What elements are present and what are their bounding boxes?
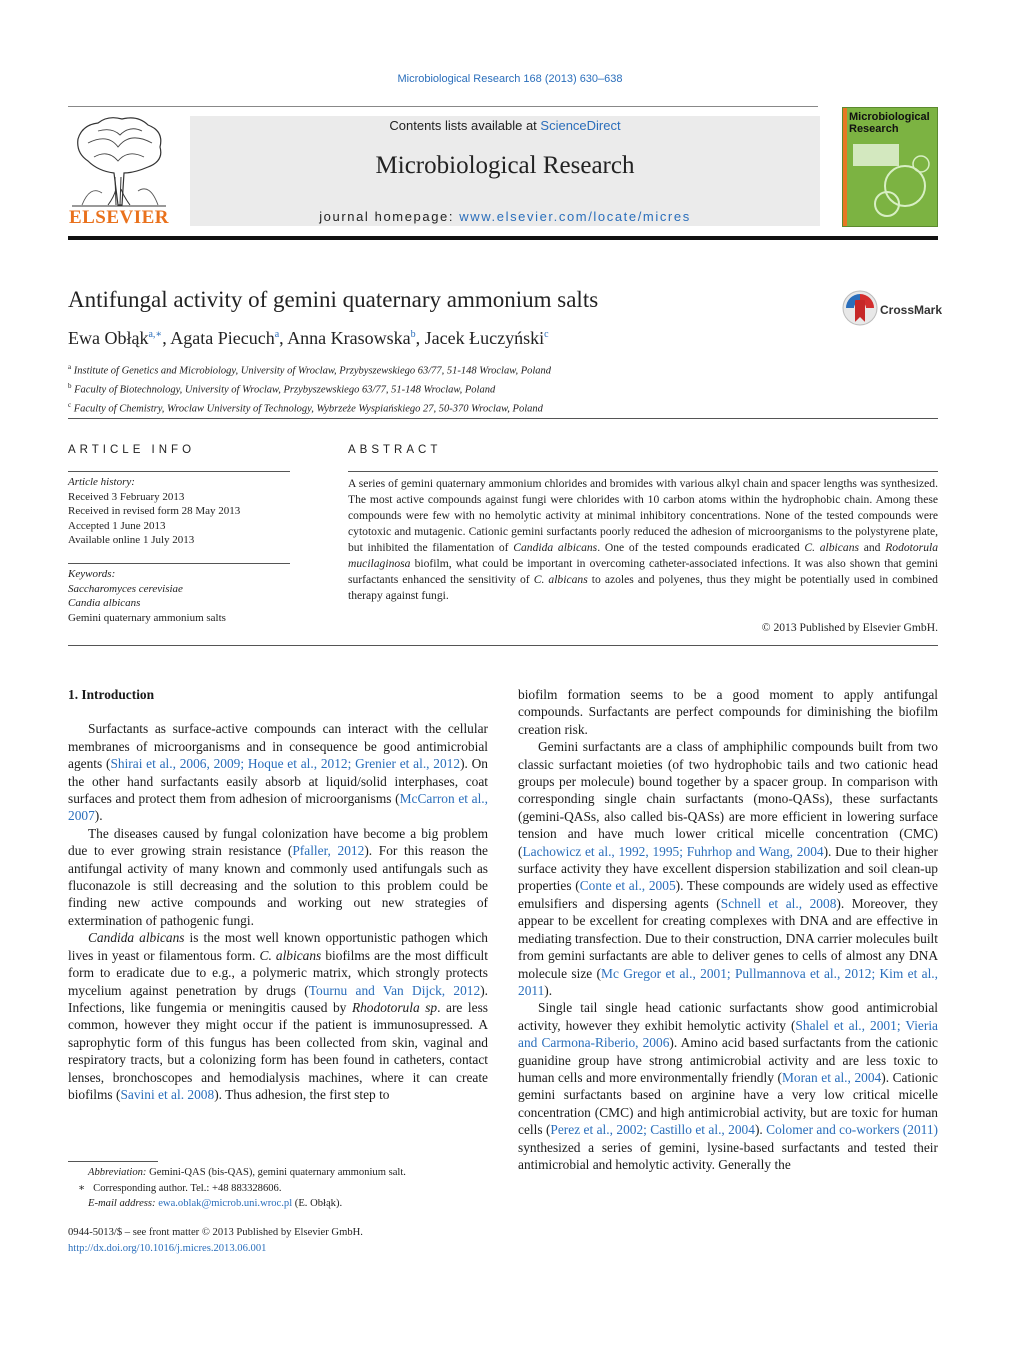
citation-link[interactable]: Shirai et al., 2006, 2009; Hoque et al., 2012; Grenier et al., 2012 — [110, 756, 461, 772]
citation-link[interactable]: Tournu and Van Dijck, 2012 — [308, 982, 481, 998]
sciencedirect-link[interactable]: ScienceDirect — [540, 118, 621, 133]
journal-citation[interactable]: Microbiological Research 168 (2013) 630–638 — [397, 73, 623, 85]
abstract-text: and — [859, 541, 886, 554]
history-item: Received in revised form 28 May 2013 — [68, 505, 241, 517]
citation-link[interactable]: Colomer and co-workers (2011) — [766, 1122, 939, 1138]
homepage-line — [190, 209, 820, 224]
abstract-heading: ABSTRACT — [348, 444, 442, 456]
citation-link[interactable]: Conte et al., 2005 — [579, 878, 676, 894]
email-footnote — [70, 1196, 406, 1212]
contents-line — [190, 118, 820, 133]
abstract-text: . One of the tested compounds eradicated — [597, 541, 805, 554]
body-paragraph — [518, 999, 938, 1173]
body-text: is the most well known opportunistic pathogen which lives in yeast or filamentous form. — [68, 930, 488, 963]
page-footer — [68, 1225, 363, 1256]
body-text: The diseases caused by fungal colonization have become a big problem due to ever growing strain resistance ( — [68, 825, 488, 859]
body-paragraph — [68, 720, 488, 824]
crossmark-label: CrossMark — [880, 303, 943, 317]
abstract-end-rule — [68, 645, 938, 646]
footnote-label: Abbreviation: — [88, 1167, 147, 1178]
elsevier-wordmark: ELSEVIER — [68, 207, 170, 228]
keyword-item: Saccharomyces cerevisiae — [68, 582, 183, 595]
body-paragraph: biofilm formation seems to be a good moment to apply antifungal compounds. Surfactants are perfect compounds for diminishing the biofilm creation risk. — [518, 687, 938, 737]
body-left-column — [68, 686, 488, 1103]
citation-link[interactable]: Moran et al., 2004 — [781, 1069, 882, 1085]
species-name: Rodotorula mucilaginosa — [348, 541, 939, 570]
body-text: ). — [94, 808, 103, 824]
footnote-text: Gemini-QAS (bis-QAS), gemini quaternary ammonium salt. — [146, 1167, 406, 1178]
journal-title: Microbiological Research — [375, 152, 635, 179]
author-name[interactable]: Agata Piecuch — [170, 328, 275, 348]
author-affil-sup[interactable]: b — [410, 329, 416, 340]
species-name: Candida albicans — [513, 541, 598, 554]
affil-sup: a — [68, 363, 72, 371]
section-heading-introduction: 1. Introduction — [68, 687, 155, 702]
affiliation-item — [68, 398, 551, 417]
corresponding-author-footnote — [70, 1181, 406, 1197]
history-item: Available online 1 July 2013 — [68, 534, 195, 546]
abstract-text: A series of gemini quaternary ammonium chlorides and bromides with various alkyl chain and spacer lengths was synthesized. The most active compounds against fungi were chlorides with 10 carbon atoms within the hydrophobic chain. Among these compounds were few with no hemolytic activity at minimal inhibitory concentrations. None of the tested compounds were cytotoxic and mutagenic. Cationic gemini surfactants poorly reduced the adhesion of microorganisms to the polystyrene plate, but inhibited the filamentation of — [348, 477, 938, 554]
article-info-heading: ARTICLE INFO — [68, 444, 196, 456]
abstract-body — [348, 476, 938, 604]
body-text: ). Moreover, they appear to be excellent for creating complexes with DNA and are effective in mediating transfection. Due to their construction, DNA carrier molecules built from gemini surfactants are able to deliver genes to cells of almost any DNA molecule size ( — [518, 895, 938, 981]
body-text: ). Infections, like fungemia or meningitis caused by — [68, 982, 489, 1015]
footnote-text: (E. Obłąk). — [292, 1198, 343, 1209]
affiliation-item — [68, 360, 551, 379]
keyword-item: Gemini quaternary ammonium salts — [68, 611, 226, 624]
crossmark-badge[interactable] — [842, 290, 942, 330]
history-label: Article history: — [68, 476, 135, 488]
keywords-rule — [68, 563, 290, 564]
footnote-rule — [68, 1161, 158, 1162]
author-affil-sup[interactable]: a — [274, 329, 280, 340]
keywords — [68, 567, 226, 625]
abbreviation-footnote — [70, 1165, 406, 1181]
history-item: Received 3 February 2013 — [68, 490, 185, 503]
crossmark-icon — [842, 290, 878, 326]
abstract-text: biofilm, what could be important in overcoming catheter-associated infections. It was also shown that gemini surfactants enhanced the sensitivity of — [348, 557, 938, 586]
author-affil-sup[interactable]: a,∗ — [148, 329, 163, 340]
citation-link[interactable]: Pfaller, 2012 — [292, 843, 365, 859]
body-text: biofilms are the most difficult form to eradicate due to e.g., a polymeric matrix, which strongly protects mycelium against penetration by drugs ( — [68, 947, 488, 998]
affil-sup: b — [68, 382, 72, 391]
citation-link[interactable]: McCarron et al., 2007 — [68, 791, 488, 824]
footnote-text: Corresponding author. Tel.: +48 883328606. — [90, 1182, 282, 1194]
body-text: ). For this reason the antifungal activity of many known and commonly used antifungals such as fluconazole is still decreasing and the solution to this problem could be finding new active compounds and working out new strategies of extermination of pathogenic fungi. — [68, 843, 488, 928]
citation-link[interactable]: Mc Gregor et al., 2001; Pullmannova et al., 2012; Kim et al., 2011 — [518, 965, 938, 998]
footnotes — [70, 1165, 406, 1212]
history-item: Accepted 1 June 2013 — [68, 519, 166, 532]
homepage-link[interactable]: www.elsevier.com/locate/micres — [459, 209, 691, 224]
header-divider — [68, 106, 818, 107]
author-list: Ewa Obłąk$^{a,∗}$, Agata Piecuch$^a$, Anna Krasowska$^b$, Jacek Łuczyński$^c$ — [68, 328, 549, 348]
footnote-label: E-mail address: — [88, 1198, 156, 1209]
affil-sup: c — [68, 401, 72, 410]
elsevier-logo[interactable] — [68, 113, 170, 229]
issn-line: 0944-5013/$ – see front matter © 2013 Published by Elsevier GmbH. — [68, 1227, 363, 1238]
species-name: C. albicans — [259, 947, 322, 963]
body-right-column — [518, 686, 938, 1173]
body-text: Gemini surfactants are a class of amphiphilic compounds built from two classic surfactant moieties (of two hydrophobic tails and two cationic head groups per molecule) bound together by a spacer group. In comparison with corresponding single chain surfactants (mono-QASs), these surfactants (gemini-QASs, also called bis-QASs) are more efficient in lowering surface tension and have much lower critical micelle concentration (CMC) ( — [518, 739, 938, 859]
citation-link[interactable]: Lachowicz et al., 1992, 1995; Fuhrhop and Wang, 2004 — [522, 843, 824, 859]
author-name[interactable]: Ewa Obłąk — [68, 328, 149, 348]
body-text: ). These compounds are widely used as effective emulsifiers and dispersing agents ( — [518, 878, 938, 911]
header-thick-rule — [68, 236, 938, 240]
body-paragraph — [518, 738, 938, 999]
body-paragraph — [68, 825, 488, 929]
email-link[interactable]: ewa.oblak@microb.uni.wroc.pl — [158, 1198, 293, 1209]
body-text: ). Cationic gemini surfactants based on arginine have a very low critical micelle concentration (CMC) and high antimicrobial activity, but are toxic for human cells ( — [518, 1069, 938, 1138]
author-affil-sup[interactable]: c — [544, 329, 549, 340]
affil-text: Faculty of Biotechnology, University of Wroclaw, Przybyszewskiego 63/77, 51-148 Wroclaw, Poland — [74, 384, 496, 396]
homepage-prefix: journal homepage: — [319, 209, 460, 224]
citation-link[interactable]: Shalel et al., 2001; Vieria and Carmona-Riberio, 2006 — [518, 1017, 938, 1051]
contents-prefix: Contents lists available at — [389, 118, 541, 133]
affil-text: Institute of Genetics and Microbiology, University of Wroclaw, Przybyszewskiego 63/77, 51-148 Wroclaw, Poland — [73, 365, 552, 377]
body-text: ). Due to their higher surface activity they have excellent dispersion stabilization and soil clean-up properties ( — [518, 843, 938, 894]
footnote-mark: ∗ — [78, 1182, 86, 1194]
article-title: Antifungal activity of gemini quaternary ammonium salts — [68, 287, 599, 312]
cover-title-line1: Microbiological — [849, 111, 930, 123]
body-text: ). On the other hand surfactants easily absorb at liquid/solid interphases, coat surfaces and protect them from adhesion of microorganisms ( — [68, 756, 488, 807]
article-info-rule — [68, 471, 290, 472]
keywords-label: Keywords: — [68, 568, 116, 580]
species-name: Rhodotorula sp — [351, 999, 438, 1015]
affiliations — [68, 360, 551, 417]
body-text: ). — [754, 1122, 767, 1138]
citation-link[interactable]: Perez et al., 2002; Castillo et al., 2004 — [550, 1122, 755, 1138]
cover-title-line2: Research — [849, 123, 899, 135]
abstract-copyright: © 2013 Published by Elsevier GmbH. — [761, 621, 938, 634]
abstract-rule — [348, 471, 938, 472]
body-text: ). Amino acid based surfactants from the cationic guanidine group have strong antimicrobial activity and are less toxic to human cells and more environmentally friendly ( — [518, 1035, 939, 1085]
body-text: . are less common, however they might occur if the patient is immunosupressed. A saprophytic form of this fungus has been collected from skin, vaginal and respiratory tracts, but a colonizing form has been found in catheters, contact lenses, bronchoscopes and hemodialysis machines, where it can create biofilms ( — [68, 999, 488, 1102]
body-text: Single tail single head cationic surfactants show good antimicrobial activity, however they exhibit hemolytic activity ( — [518, 1000, 938, 1033]
cover-pattern-icon — [843, 108, 937, 226]
elsevier-tree-icon — [68, 113, 170, 208]
species-name: Candida albicans — [88, 930, 185, 946]
journal-cover-thumbnail[interactable] — [842, 107, 938, 227]
citation-link[interactable]: Schnell et al., 2008 — [720, 895, 837, 911]
journal-masthead — [190, 116, 820, 226]
affiliation-item — [68, 379, 551, 398]
body-text: synthesized a series of gemini, lysine-based surfactants and tested their antimicrobial and hemolytic activity. Generally the — [518, 1139, 938, 1172]
affil-text: Faculty of Chemistry, Wroclaw University of Technology, Wybrzeże Wyspiańskiego 27, 50-370 Wroclaw, Poland — [73, 403, 543, 415]
keyword-item: Candia albicans — [68, 597, 141, 609]
author-name[interactable]: Anna Krasowska — [287, 328, 411, 348]
doi-link[interactable]: http://dx.doi.org/10.1016/j.micres.2013.06.001 — [68, 1242, 267, 1254]
author-name[interactable]: Jacek Łuczyński — [424, 328, 545, 348]
species-name: C. albicans — [804, 541, 860, 554]
species-name: C. albicans — [533, 573, 588, 586]
citation-link[interactable]: Savini et al. 2008 — [120, 1086, 215, 1102]
body-text: ). Thus adhesion, the first step to — [214, 1086, 390, 1102]
article-history — [68, 475, 240, 548]
body-paragraph — [68, 929, 488, 1103]
body-text: Surfactants as surface-active compounds can interact with the cellular membranes of microorganisms and in consequence be good antimicrobial agents ( — [68, 721, 488, 772]
affiliation-divider — [68, 418, 938, 419]
body-text: ). — [544, 982, 553, 998]
abstract-text: to azoles and polyenes, thus they might be potentially used in combined therapy against fungi. — [348, 573, 938, 602]
